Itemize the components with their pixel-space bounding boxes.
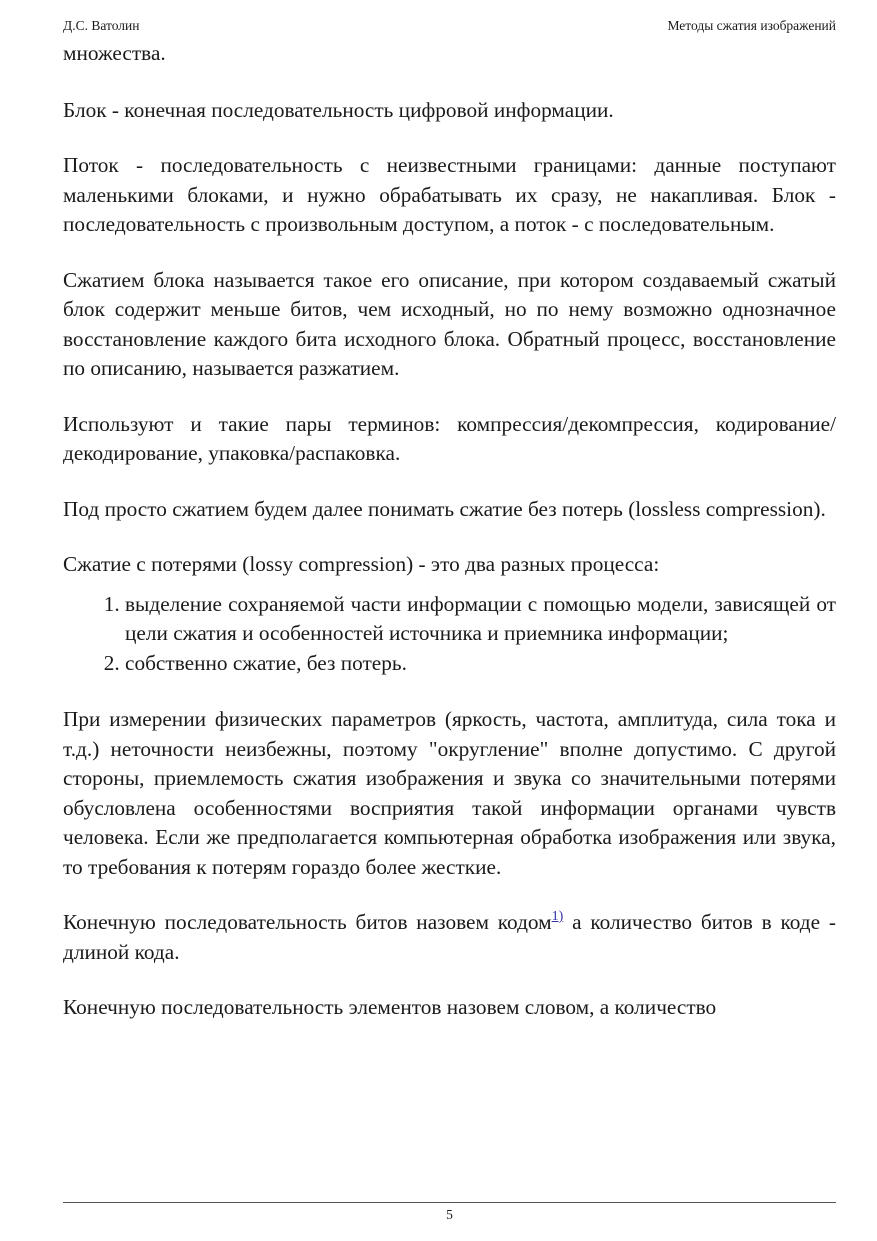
paragraph-measurement: При измерении физических параметров (яркость, частота, амплитуда, сила тока и т.д.) неточности неизбежны, поэтому "округление" вполне допустимо. С другой стороны, приемлемость сжатия изображения и звука со значительными потерями обусловлена особенностями восприятия такой информации органами чувств человека. Если же предполагается компьютерная обработка изображения или звука, то требования к потерям гораздо более жесткие. (63, 707, 836, 879)
list-item: 1. выделение сохраняемой части информации с помощью модели, зависящей от цели сжатия и особенностей источника и приемника информации; (125, 590, 836, 649)
paragraph-code-definition (63, 908, 836, 967)
paragraph-lossy: Сжатие с потерями (lossy compression) - это два разных процесса: (63, 552, 660, 576)
lossy-process-list (63, 590, 836, 679)
paragraph-lossless: Под просто сжатием будем далее понимать сжатие без потерь (lossless compression). (63, 496, 826, 521)
page-body (63, 39, 836, 1049)
code-definition-text: Конечную последовательность битов назовем кодом (63, 910, 552, 934)
list-item: 2. собственно сжатие, без потерь. (125, 649, 836, 679)
paragraph-stream-definition: Поток - последовательность с неизвестными границами: данные поступают маленькими блоками, и нужно обрабатывать их сразу, не накапливая. Блок - последовательность с произвольным доступом, а поток - с последовательным. (63, 153, 836, 236)
paragraph-word-definition: Конечную последовательность элементов назовем словом, а количество (63, 995, 717, 1019)
footer-divider (63, 1202, 836, 1203)
paragraph-block-definition: Блок - конечная последовательность цифровой информации. (63, 97, 614, 122)
header-title: Методы сжатия изображений (667, 18, 836, 33)
page-number: 5 (446, 1207, 453, 1222)
header-author: Д.С. Ватолин (63, 18, 140, 33)
paragraph-continuation: множества. (63, 41, 166, 65)
code-definition-text-end: а количество битов в коде - длиной кода. (63, 910, 836, 964)
paragraph-term-pairs: Используют и такие пары терминов: компрессия/декомпрессия, кодирование/декодирование, упаковка/распаковка. (63, 411, 836, 465)
footnote-link[interactable]: 1) (551, 909, 564, 924)
paragraph-compression-definition: Сжатием блока называется такое его описание, при котором создаваемый сжатый блок содержит меньше битов, чем исходный, но по нему возможно однозначное восстановление каждого бита исходного блока. Обратный процесс, восстановление по описанию, называется разжатием. (63, 267, 836, 380)
